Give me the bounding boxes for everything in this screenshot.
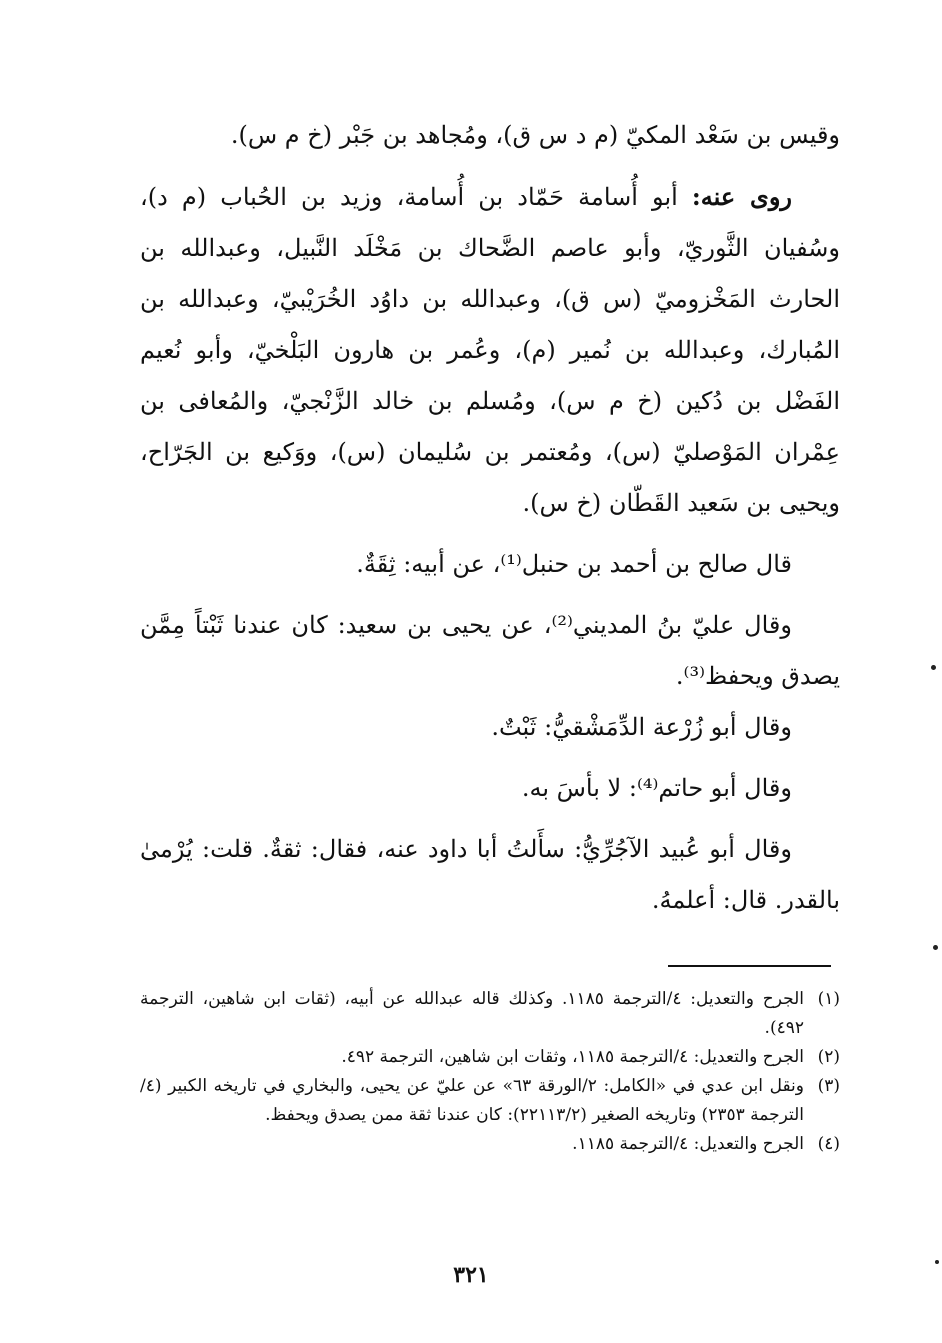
footnote-text: الجرح والتعديل: ٤/الترجمة ١١٨٥.: [572, 1134, 804, 1154]
footnote-number: (٤): [817, 1134, 840, 1154]
footnote-number: (١): [817, 989, 840, 1009]
paragraph-ali: وقال عليّ بنُ المديني⁽²⁾، عن يحيى بن سعيد: كان عندنا ثَبْتاً مِمَّن يصدق ويحفظ⁽³⁾.: [140, 611, 840, 690]
main-text: [140, 110, 840, 926]
narrators-paragraph: [140, 171, 840, 529]
page-number: ٣٢١: [453, 1262, 489, 1288]
paragraph-salih: قال صالح بن أحمد بن حنبل⁽¹⁾، عن أبيه: ثِقَةٌ.: [356, 550, 792, 578]
footnote-4: [140, 1130, 840, 1159]
scan-speck: [931, 665, 936, 670]
footnote-number: (٣): [817, 1076, 840, 1096]
footnote-3: [140, 1072, 840, 1130]
footnote-divider: [668, 965, 831, 967]
footnote-text: الجرح والتعديل: ٤/الترجمة ١١٨٥. وكذلك قاله عبدالله عن أبيه، (ثقات ابن شاهين، الترجمة ٤٩٢).: [140, 989, 804, 1038]
footnote-1: [140, 985, 840, 1043]
footnote-text: الجرح والتعديل: ٤/الترجمة ١١٨٥، وثقات ابن شاهين، الترجمة ٤٩٢.: [341, 1047, 804, 1067]
paragraph-ajurri: وقال أبو عُبيد الآجُرِّيُّ: سأَلتُ أبا داود عنه، فقال: ثقةٌ. قلت: يُرْمىٰ بالقدر. قال: أعلمهُ.: [140, 835, 840, 914]
narrators-text: أبو أُسامة حَمّاد بن أُسامة، وزيد بن الحُباب (م د)، وسُفيان الثَّوريّ، وأبو عاصم الضَّحاك بن مَخْلَد النَّبيل، وعبدالله بن الحارث المَخْزوميّ (س ق)، وعبدالله بن داوُد الخُرَيْبيّ، وعبدالله بن المُبارك، وعبدالله بن نُمير (م)، وعُمر بن هارون البَلْخيّ، وأبو نُعيم الفَضْل بن دُكين (خ م س)، ومُسلم بن خالد الزَّنْجيّ، والمُعافى بن عِمْران المَوْصليّ (س)، ومُعتمر بن سُليمان (س)، ووَكيع بن الجَرّاح، ويحيى بن سَعيد القَطّان (خ س).: [140, 183, 840, 517]
paragraph-abuhatim: وقال أبو حاتم⁽⁴⁾: لا بأسَ به.: [521, 774, 792, 802]
footnote-number: (٢): [817, 1047, 840, 1067]
paragraph-abuzura: وقال أبو زُرْعة الدِّمَشْقيُّ: ثَبْتٌ.: [491, 713, 792, 741]
text-line-1: وقيس بن سَعْد المكيّ (م د س ق)، ومُجاهد بن جَبْر (خ م س).: [230, 121, 840, 149]
scan-speck: [933, 945, 938, 950]
narrators-lead: روى عنه:: [691, 182, 792, 211]
scan-speck: [935, 1260, 939, 1264]
footnote-2: [140, 1043, 840, 1072]
footnote-text: ونقل ابن عدي في «الكامل: ٢/الورقة ٦٣» عن عليّ عن يحيى، والبخاري في تاريخه الكبير (٤/الترجمة ٢٣٥٣) وتاريخه الصغير (٢٢١١٣/٢): كان عندنا ثقة ممن يصدق ويحفظ.: [140, 1076, 804, 1125]
footnotes: [140, 985, 840, 1159]
